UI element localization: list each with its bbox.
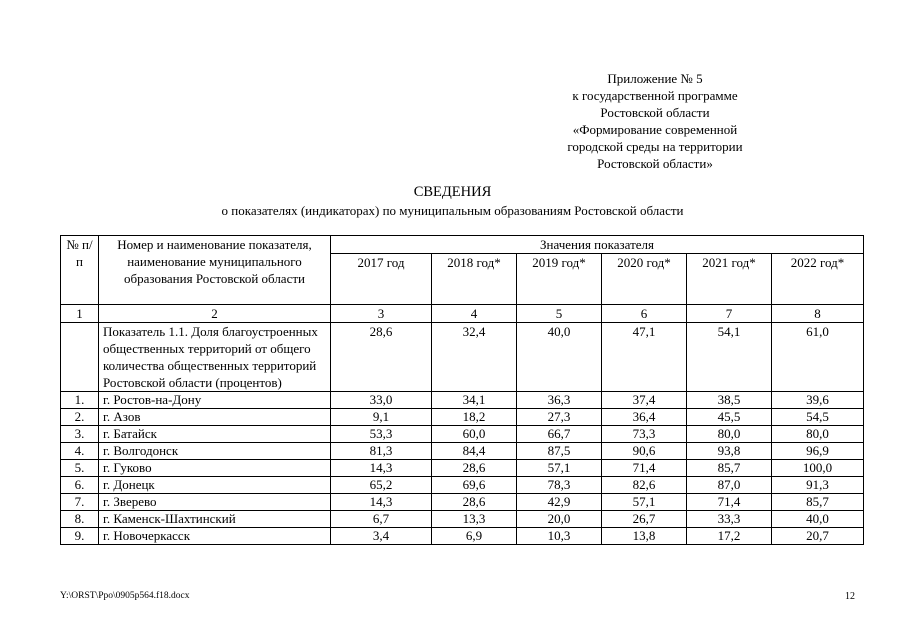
row-municipality-name: г. Азов [99,409,331,426]
row-value: 6,9 [432,528,517,545]
row-num: 4. [61,443,99,460]
row-value: 13,3 [432,511,517,528]
row-value: 81,3 [331,443,432,460]
row-value: 33,0 [331,392,432,409]
row-num: 8. [61,511,99,528]
indicator-value: 28,6 [331,323,432,392]
row-value: 14,3 [331,494,432,511]
footer-file-path: Y:\ORST\Ppo\0905p564.f18.docx [60,591,190,601]
row-value: 26,7 [602,511,687,528]
column-index: 4 [432,305,517,323]
indicator-value: 32,4 [432,323,517,392]
column-index: 1 [61,305,99,323]
table-row [61,511,864,528]
row-value: 36,4 [602,409,687,426]
row-value: 14,3 [331,460,432,477]
column-index: 7 [687,305,772,323]
row-value: 66,7 [517,426,602,443]
row-value: 39,6 [772,392,864,409]
row-value: 27,3 [517,409,602,426]
row-value: 93,8 [687,443,772,460]
appendix-line: «Формирование современной [572,122,738,137]
row-value: 87,0 [687,477,772,494]
appendix-line: Ростовской области» [597,156,713,171]
table-row [61,460,864,477]
row-municipality-name: г. Ростов-на-Дону [99,392,331,409]
table-row [61,409,864,426]
header-name: Номер и наименование показателя, наименование муниципального образования Ростовской области [99,236,331,305]
header-year: 2018 год* [432,254,517,305]
row-value: 100,0 [772,460,864,477]
appendix-block [460,70,850,172]
header-values-group: Значения показателя [331,236,864,254]
header-num: № п/п [61,236,99,305]
row-value: 6,7 [331,511,432,528]
municipality-rows [61,392,864,545]
row-value: 82,6 [602,477,687,494]
document-subtitle: о показателях (индикаторах) по муниципальным образованиям Ростовской области [221,203,684,218]
row-value: 71,4 [687,494,772,511]
row-value: 65,2 [331,477,432,494]
table-row [61,426,864,443]
row-value: 34,1 [432,392,517,409]
row-num: 7. [61,494,99,511]
row-value: 10,3 [517,528,602,545]
indicator-value: 40,0 [517,323,602,392]
header-year: 2022 год* [772,254,864,305]
row-value: 40,0 [772,511,864,528]
row-value: 80,0 [772,426,864,443]
row-value: 84,4 [432,443,517,460]
row-value: 38,5 [687,392,772,409]
row-value: 73,3 [602,426,687,443]
appendix-line: Ростовской области [600,105,710,120]
row-value: 85,7 [687,460,772,477]
row-value: 69,6 [432,477,517,494]
indicator-name: Показатель 1.1. Доля благоустроенных общественных территорий от общего количества общественных территорий Ростовской области (процентов) [99,323,331,392]
row-value: 85,7 [772,494,864,511]
row-value: 33,3 [687,511,772,528]
row-value: 90,6 [602,443,687,460]
row-value: 60,0 [432,426,517,443]
footer-page-number: 12 [845,591,855,602]
row-value: 3,4 [331,528,432,545]
header-year: 2020 год* [602,254,687,305]
column-index: 8 [772,305,864,323]
row-value: 42,9 [517,494,602,511]
column-index-row [61,305,864,323]
row-value: 28,6 [432,494,517,511]
row-num: 5. [61,460,99,477]
row-value: 18,2 [432,409,517,426]
row-num: 6. [61,477,99,494]
table-header-row [61,236,864,254]
indicator-num [61,323,99,392]
row-num: 2. [61,409,99,426]
indicator-row [61,323,864,392]
row-value: 36,3 [517,392,602,409]
table-row [61,392,864,409]
row-value: 9,1 [331,409,432,426]
row-municipality-name: г. Новочеркасск [99,528,331,545]
row-value: 45,5 [687,409,772,426]
row-num: 9. [61,528,99,545]
row-value: 87,5 [517,443,602,460]
column-index: 3 [331,305,432,323]
indicators-table [60,235,864,545]
row-num: 1. [61,392,99,409]
row-municipality-name: г. Гуково [99,460,331,477]
row-value: 13,8 [602,528,687,545]
row-municipality-name: г. Зверево [99,494,331,511]
appendix-line: Приложение № 5 [607,71,703,86]
appendix-line: к государственной программе [572,88,738,103]
row-municipality-name: г. Батайск [99,426,331,443]
row-value: 71,4 [602,460,687,477]
column-index: 2 [99,305,331,323]
document-title: СВЕДЕНИЯ [413,184,492,200]
row-num: 3. [61,426,99,443]
indicator-value: 54,1 [687,323,772,392]
appendix-line: городской среды на территории [567,139,743,154]
indicator-value: 61,0 [772,323,864,392]
row-value: 20,0 [517,511,602,528]
row-value: 37,4 [602,392,687,409]
table-row [61,494,864,511]
row-value: 57,1 [517,460,602,477]
header-year: 2019 год* [517,254,602,305]
header-year: 2017 год [331,254,432,305]
column-index: 6 [602,305,687,323]
row-value: 28,6 [432,460,517,477]
table-row [61,528,864,545]
row-value: 80,0 [687,426,772,443]
row-value: 57,1 [602,494,687,511]
row-value: 17,2 [687,528,772,545]
row-value: 20,7 [772,528,864,545]
column-index: 5 [517,305,602,323]
row-value: 96,9 [772,443,864,460]
row-municipality-name: г. Донецк [99,477,331,494]
row-municipality-name: г. Волгодонск [99,443,331,460]
row-value: 53,3 [331,426,432,443]
table-row [61,477,864,494]
row-value: 78,3 [517,477,602,494]
indicator-value: 47,1 [602,323,687,392]
row-municipality-name: г. Каменск-Шахтинский [99,511,331,528]
row-value: 91,3 [772,477,864,494]
table-row [61,443,864,460]
header-year: 2021 год* [687,254,772,305]
row-value: 54,5 [772,409,864,426]
